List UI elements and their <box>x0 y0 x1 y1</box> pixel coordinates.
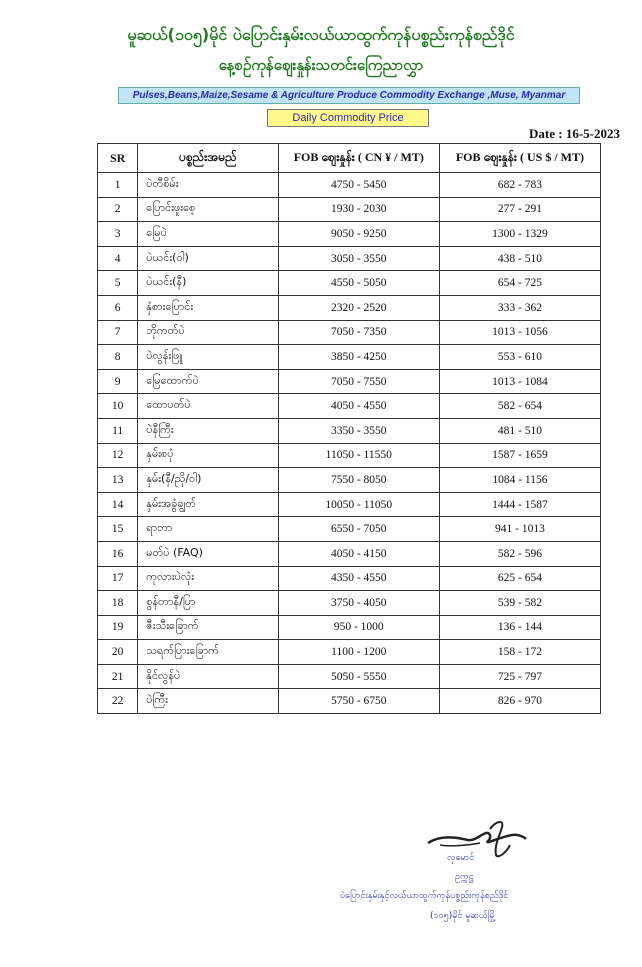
table-row <box>98 689 601 714</box>
row-fob-usd: 625 - 654 <box>439 566 600 591</box>
signatory-org-line-1: ပဲပြောင်းနှမ်းနှင့်လယ်ယာထွက်ကုန်ပစ္စည်းကုန်စည်ဒိုင် <box>340 891 509 901</box>
row-item-name: ပဲယင်း(ဝါ) <box>138 246 278 271</box>
row-fob-usd: 725 - 797 <box>439 664 600 689</box>
row-item-name: ဇီးသီးခြောက် <box>138 615 278 640</box>
table-row <box>98 566 601 591</box>
header-sr: SR <box>98 144 138 173</box>
row-item-name: ပဲယင်း(နီ) <box>138 271 278 296</box>
table-row <box>98 468 601 493</box>
row-sr: 20 <box>98 640 138 665</box>
row-fob-cny: 4750 - 5450 <box>278 173 439 198</box>
row-item-name: ပြောင်းဖူးစေ့ <box>138 197 278 222</box>
row-fob-cny: 3350 - 3550 <box>278 418 439 443</box>
table-row <box>98 615 601 640</box>
row-sr: 16 <box>98 541 138 566</box>
row-fob-cny: 3050 - 3550 <box>278 246 439 271</box>
row-fob-cny: 1930 - 2030 <box>278 197 439 222</box>
row-fob-usd: 941 - 1013 <box>439 517 600 542</box>
row-item-name: ရာဘာ <box>138 517 278 542</box>
row-fob-usd: 158 - 172 <box>439 640 600 665</box>
row-sr: 4 <box>98 246 138 271</box>
row-fob-usd: 582 - 596 <box>439 541 600 566</box>
row-sr: 17 <box>98 566 138 591</box>
row-sr: 6 <box>98 295 138 320</box>
row-fob-usd: 582 - 654 <box>439 394 600 419</box>
row-sr: 19 <box>98 615 138 640</box>
row-item-name: ပဲကြီး <box>138 689 278 714</box>
row-item-name: ဘိုကတ်ပဲ <box>138 320 278 345</box>
table-row <box>98 492 601 517</box>
table-row <box>98 517 601 542</box>
table-row <box>98 222 601 247</box>
table-row <box>98 197 601 222</box>
row-fob-usd: 826 - 970 <box>439 689 600 714</box>
row-fob-cny: 4050 - 4150 <box>278 541 439 566</box>
row-item-name: နှမ်း(နီ/ညို/ဝါ) <box>138 468 278 493</box>
row-item-name: နှံစားပြောင်း <box>138 295 278 320</box>
row-fob-usd: 1013 - 1056 <box>439 320 600 345</box>
table-row <box>98 591 601 616</box>
row-fob-usd: 481 - 510 <box>439 418 600 443</box>
row-sr: 8 <box>98 345 138 370</box>
row-sr: 14 <box>98 492 138 517</box>
row-fob-cny: 4050 - 4550 <box>278 394 439 419</box>
row-fob-cny: 11050 - 11550 <box>278 443 439 468</box>
row-fob-usd: 1300 - 1329 <box>439 222 600 247</box>
row-sr: 5 <box>98 271 138 296</box>
row-fob-cny: 2320 - 2520 <box>278 295 439 320</box>
row-fob-cny: 9050 - 9250 <box>278 222 439 247</box>
table-row <box>98 345 601 370</box>
table-row <box>98 640 601 665</box>
row-fob-usd: 1444 - 1587 <box>439 492 600 517</box>
row-item-name: ကုလားပဲလုံး <box>138 566 278 591</box>
row-sr: 11 <box>98 418 138 443</box>
table-row <box>98 664 601 689</box>
row-fob-usd: 1013 - 1084 <box>439 369 600 394</box>
row-item-name: ပဲတီစိမ်း <box>138 173 278 198</box>
daily-price-subtitle: Daily Commodity Price <box>267 109 429 127</box>
row-fob-usd: 553 - 610 <box>439 345 600 370</box>
row-fob-cny: 10050 - 11050 <box>278 492 439 517</box>
table-row <box>98 295 601 320</box>
row-sr: 7 <box>98 320 138 345</box>
signatory-name: လှမောင် <box>447 853 475 863</box>
row-item-name: စွန်တာနီ/ပြာ <box>138 591 278 616</box>
row-fob-usd: 136 - 144 <box>439 615 600 640</box>
row-fob-cny: 7050 - 7550 <box>278 369 439 394</box>
row-fob-usd: 277 - 291 <box>439 197 600 222</box>
row-fob-cny: 3850 - 4250 <box>278 345 439 370</box>
row-fob-cny: 7050 - 7350 <box>278 320 439 345</box>
row-sr: 21 <box>98 664 138 689</box>
exchange-banner: Pulses,Beans,Maize,Sesame & Agriculture Produce Commodity Exchange ,Muse, Myanmar <box>118 87 580 104</box>
signatory-position: ဥက္ကဋ္ဌ <box>455 872 474 882</box>
row-fob-usd: 1084 - 1156 <box>439 468 600 493</box>
row-fob-cny: 6550 - 7050 <box>278 517 439 542</box>
row-item-name: နှမ်းအခွံချွတ် <box>138 492 278 517</box>
row-sr: 13 <box>98 468 138 493</box>
signatory-org-line-2: (၁၀၅)မိုင် မူဆယ်မြို့ <box>430 911 496 921</box>
header-item-name: ပစ္စည်းအမည် <box>138 144 278 173</box>
row-sr: 18 <box>98 591 138 616</box>
row-sr: 3 <box>98 222 138 247</box>
row-item-name: နှမ်းစပုံ <box>138 443 278 468</box>
table-row <box>98 320 601 345</box>
table-row <box>98 541 601 566</box>
row-sr: 12 <box>98 443 138 468</box>
row-fob-cny: 4350 - 4550 <box>278 566 439 591</box>
report-date: Date : 16-5-2023 <box>529 126 620 141</box>
row-fob-usd: 1587 - 1659 <box>439 443 600 468</box>
table-row <box>98 443 601 468</box>
table-body <box>98 173 601 714</box>
price-table <box>97 143 601 714</box>
header-fob-usd: FOB ဈေးနှုန်း ( US $ / MT) <box>439 144 600 173</box>
row-fob-usd: 539 - 582 <box>439 591 600 616</box>
row-item-name: မြေပဲ <box>138 222 278 247</box>
row-item-name: နိုင်လွန်ပဲ <box>138 664 278 689</box>
row-sr: 2 <box>98 197 138 222</box>
title-line-2: နေ့စဉ်ကုန်ဈေးနှုန်းသတင်းကြေညာလွှာ <box>218 56 424 74</box>
signature-mark <box>420 815 530 860</box>
row-fob-usd: 682 - 783 <box>439 173 600 198</box>
table-row <box>98 394 601 419</box>
table-header-row <box>98 144 601 173</box>
row-item-name: သရက်ပြားခြောက် <box>138 640 278 665</box>
row-fob-usd: 438 - 510 <box>439 246 600 271</box>
row-fob-cny: 4550 - 5050 <box>278 271 439 296</box>
table-row <box>98 271 601 296</box>
row-fob-cny: 5050 - 5550 <box>278 664 439 689</box>
row-fob-cny: 5750 - 6750 <box>278 689 439 714</box>
table-row <box>98 418 601 443</box>
row-item-name: ပဲနီကြီး <box>138 418 278 443</box>
row-fob-cny: 7550 - 8050 <box>278 468 439 493</box>
row-sr: 22 <box>98 689 138 714</box>
table-row <box>98 369 601 394</box>
row-fob-cny: 950 - 1000 <box>278 615 439 640</box>
row-fob-cny: 3750 - 4050 <box>278 591 439 616</box>
title-line-1: မူဆယ်(၁၀၅)မိုင် ပဲပြောင်းနှမ်းလယ်ယာထွက်ကုန်ပစ္စည်းကုန်စည်ဒိုင် <box>127 25 515 44</box>
row-sr: 10 <box>98 394 138 419</box>
header-fob-cny: FOB ဈေးနှုန်း ( CN ¥ / MT) <box>278 144 439 173</box>
row-sr: 15 <box>98 517 138 542</box>
table-row <box>98 173 601 198</box>
table-row <box>98 246 601 271</box>
row-fob-cny: 1100 - 1200 <box>278 640 439 665</box>
row-fob-usd: 654 - 725 <box>439 271 600 296</box>
row-item-name: မြေထောက်ပဲ <box>138 369 278 394</box>
row-item-name: ပဲလွန်းဖြူ <box>138 345 278 370</box>
row-sr: 1 <box>98 173 138 198</box>
row-sr: 9 <box>98 369 138 394</box>
row-item-name: ထောပတ်ပဲ <box>138 394 278 419</box>
row-fob-usd: 333 - 362 <box>439 295 600 320</box>
row-item-name: မတ်ပဲ (FAQ) <box>138 541 278 566</box>
